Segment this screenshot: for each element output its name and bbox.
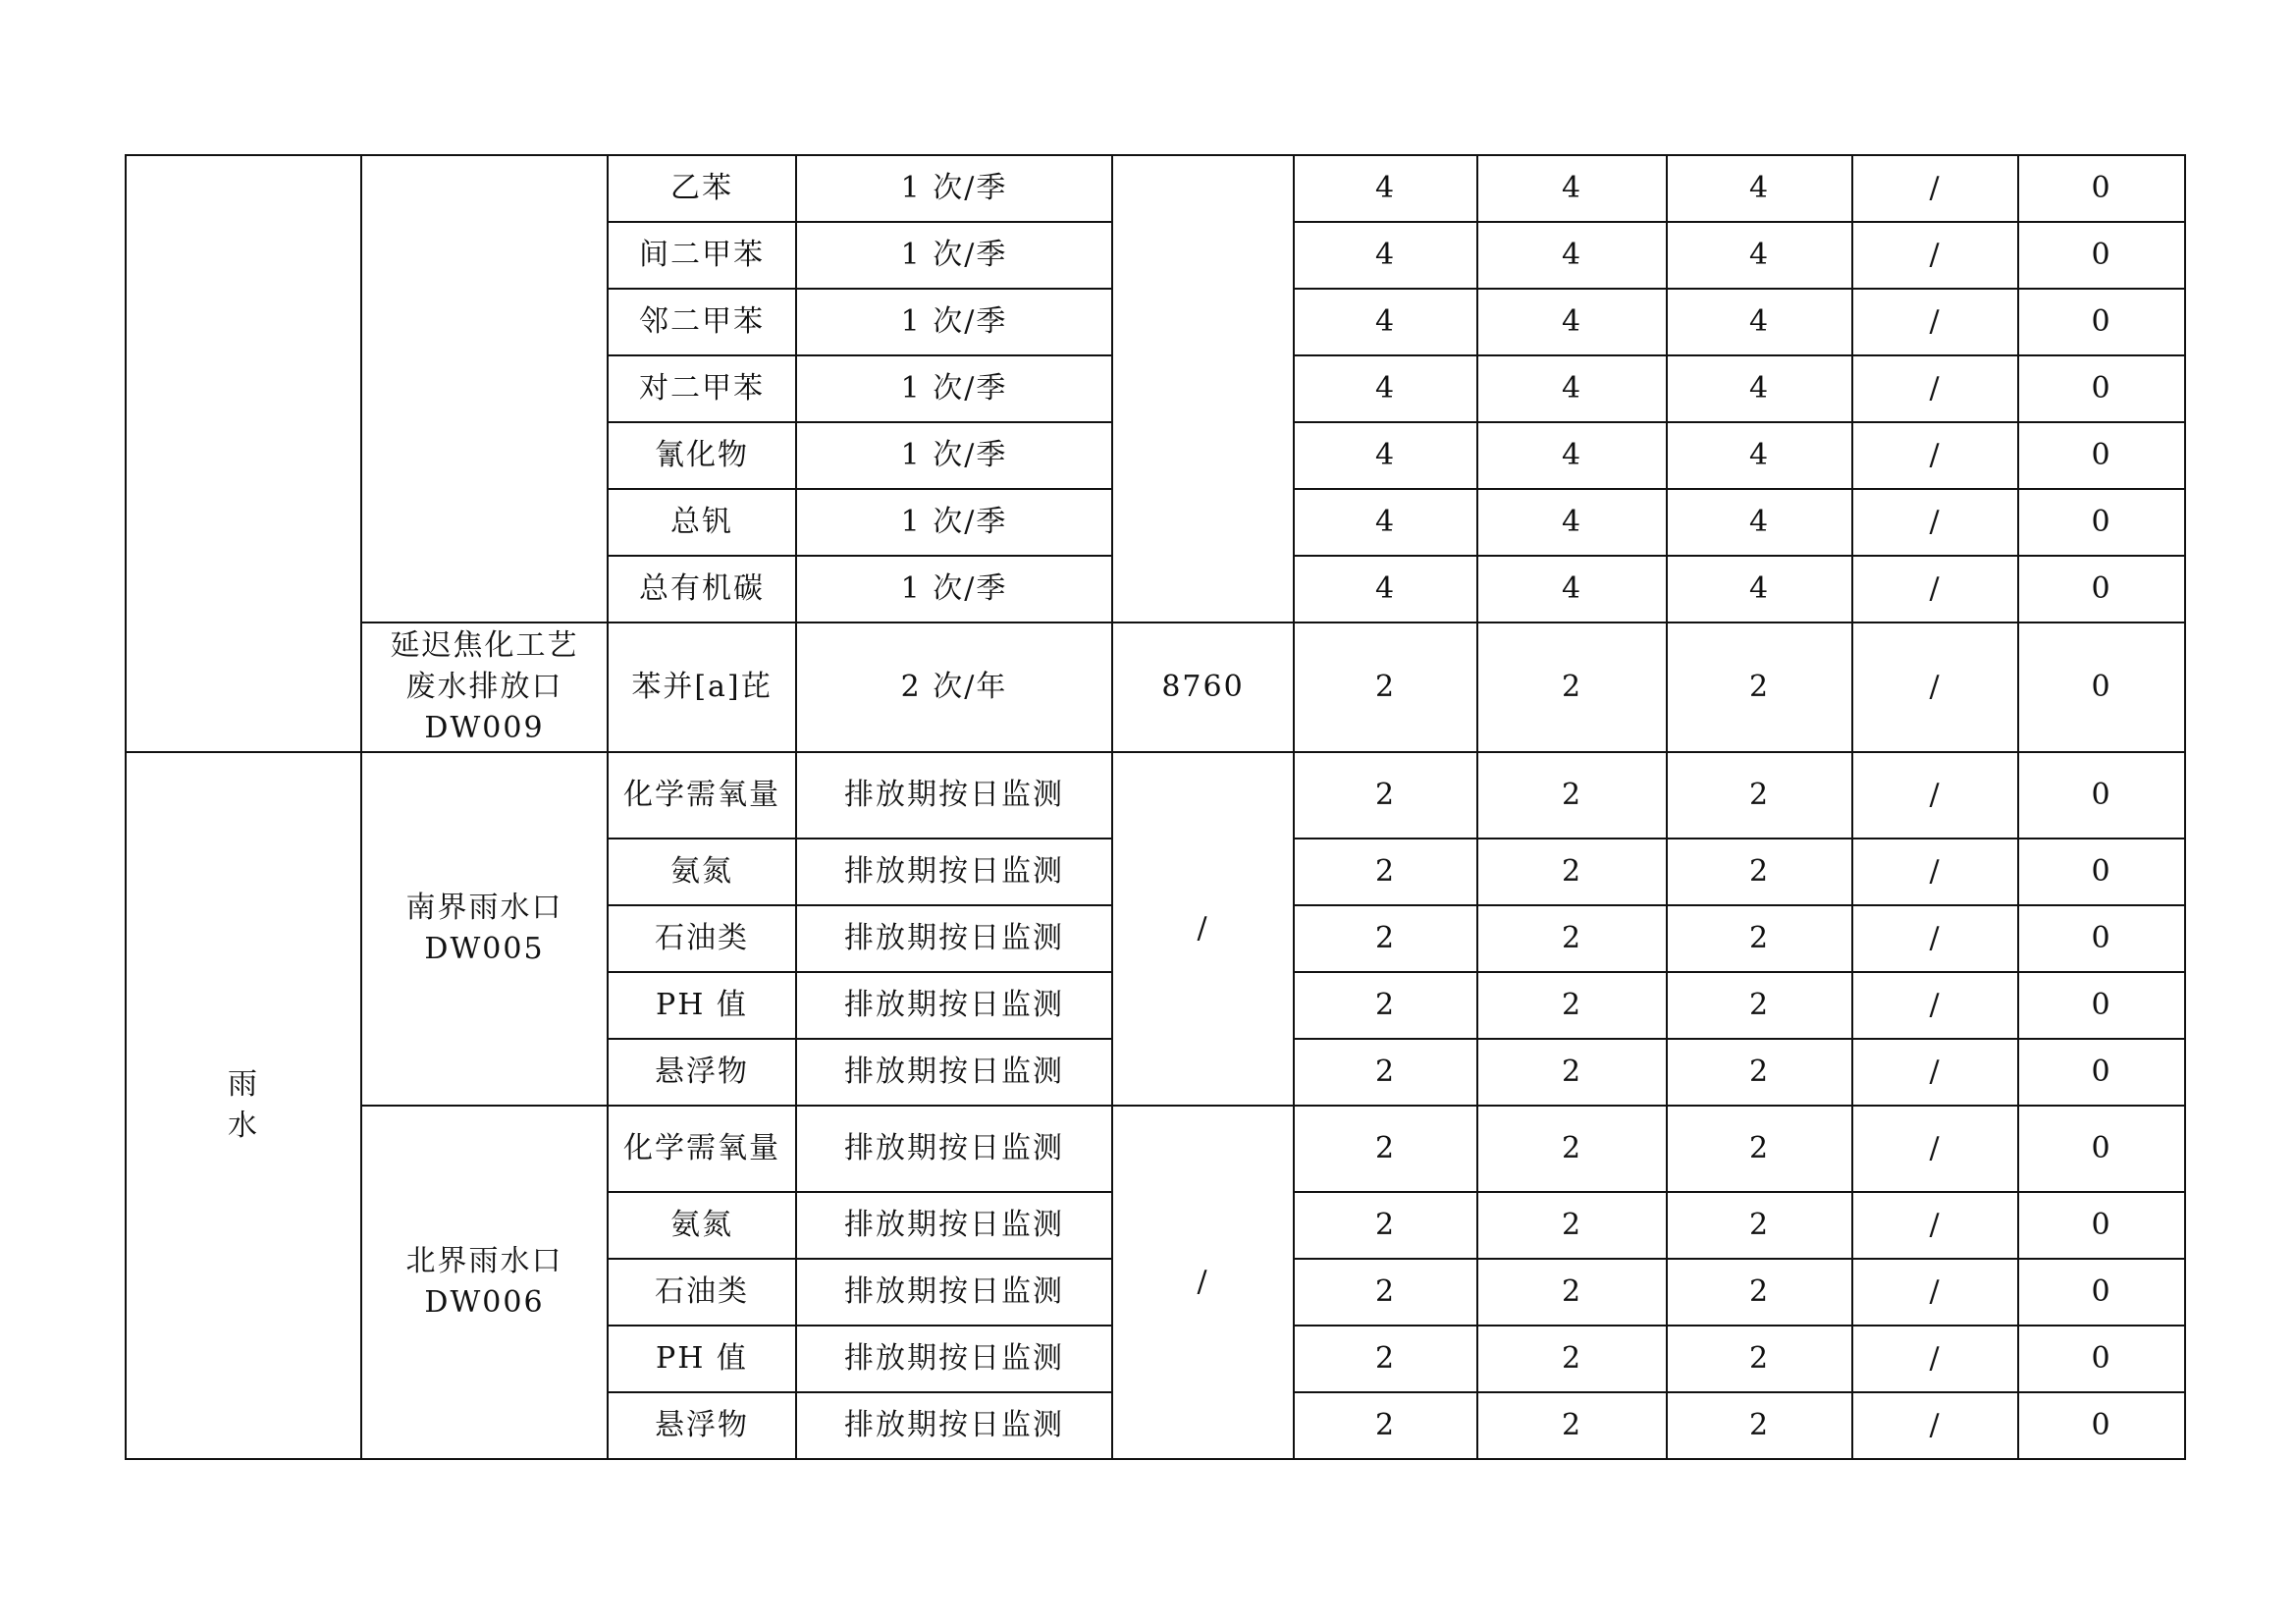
value-cell: 0 (2018, 422, 2185, 489)
frequency-cell: 1 次/季 (796, 222, 1112, 289)
value-cell: 2 (1477, 752, 1667, 839)
value-cell: 2 (1294, 839, 1477, 905)
pollutant-cell: 化学需氧量 (608, 752, 796, 839)
outlet-code: DW005 (424, 932, 545, 966)
outlet-code: DW006 (424, 1285, 545, 1320)
category-cell-empty (126, 155, 361, 752)
value-cell: 2 (1477, 972, 1667, 1039)
value-cell: 4 (1477, 422, 1667, 489)
value-cell: / (1852, 289, 2018, 355)
frequency-cell: 1 次/季 (796, 422, 1112, 489)
value-cell: / (1852, 1392, 2018, 1459)
value-cell: / (1852, 1039, 2018, 1106)
value-cell: 2 (1477, 1392, 1667, 1459)
value-cell: 0 (2018, 972, 2185, 1039)
value-cell: 4 (1477, 289, 1667, 355)
pollutant-cell: 悬浮物 (608, 1039, 796, 1106)
value-cell: 2 (1667, 1326, 1852, 1392)
value-cell: 2 (1294, 972, 1477, 1039)
value-cell: 0 (2018, 839, 2185, 905)
hours-cell-empty (1112, 155, 1294, 623)
value-cell: 0 (2018, 1392, 2185, 1459)
pollutant-cell: 总有机碳 (608, 556, 796, 623)
value-cell: 4 (1294, 422, 1477, 489)
value-cell: 2 (1477, 1259, 1667, 1326)
value-cell: 4 (1294, 289, 1477, 355)
hours-cell: 8760 (1112, 623, 1294, 752)
value-cell: 4 (1477, 155, 1667, 222)
outlet-name-line: 废水排放口 (405, 670, 563, 704)
value-cell: 4 (1667, 222, 1852, 289)
pollutant-cell: 对二甲苯 (608, 355, 796, 422)
pollutant-cell: 石油类 (608, 905, 796, 972)
value-cell: 2 (1477, 839, 1667, 905)
value-cell: / (1852, 905, 2018, 972)
category-cell-rain (126, 752, 361, 1459)
value-cell: 2 (1294, 1326, 1477, 1392)
frequency-cell: 排放期按日监测 (796, 1392, 1112, 1459)
frequency-cell: 1 次/季 (796, 155, 1112, 222)
value-cell: 4 (1294, 489, 1477, 556)
pollutant-cell: 氨氮 (608, 839, 796, 905)
table-row (126, 752, 2185, 839)
frequency-cell: 排放期按日监测 (796, 752, 1112, 839)
value-cell: 4 (1667, 355, 1852, 422)
pollutant-cell: 苯并[a]芘 (608, 623, 796, 752)
hours-cell: / (1112, 752, 1294, 1106)
value-cell: 2 (1667, 752, 1852, 839)
value-cell: 0 (2018, 1326, 2185, 1392)
value-cell: 4 (1667, 155, 1852, 222)
value-cell: 4 (1294, 222, 1477, 289)
frequency-cell: 2 次/年 (796, 623, 1112, 752)
value-cell: 0 (2018, 155, 2185, 222)
value-cell: / (1852, 752, 2018, 839)
frequency-cell: 1 次/季 (796, 355, 1112, 422)
value-cell: 2 (1294, 752, 1477, 839)
value-cell: 0 (2018, 1192, 2185, 1259)
value-cell: 2 (1294, 1039, 1477, 1106)
value-cell: / (1852, 355, 2018, 422)
frequency-cell: 1 次/季 (796, 289, 1112, 355)
value-cell: 4 (1667, 556, 1852, 623)
value-cell: 2 (1667, 1039, 1852, 1106)
category-char: 水 (228, 1109, 259, 1143)
pollutant-cell: 间二甲苯 (608, 222, 796, 289)
pollutant-cell: 总钒 (608, 489, 796, 556)
value-cell: 2 (1294, 623, 1477, 752)
value-cell: 4 (1667, 422, 1852, 489)
value-cell: / (1852, 1192, 2018, 1259)
frequency-cell: 排放期按日监测 (796, 1259, 1112, 1326)
frequency-cell: 1 次/季 (796, 489, 1112, 556)
value-cell: 2 (1667, 623, 1852, 752)
outlet-name-line: 南界雨水口 (405, 891, 563, 925)
table-row (126, 623, 2185, 752)
value-cell: / (1852, 972, 2018, 1039)
value-cell: 0 (2018, 355, 2185, 422)
value-cell: 0 (2018, 1259, 2185, 1326)
value-cell: 2 (1667, 1259, 1852, 1326)
value-cell: 2 (1294, 905, 1477, 972)
value-cell: 0 (2018, 289, 2185, 355)
value-cell: 2 (1294, 1106, 1477, 1192)
value-cell: / (1852, 839, 2018, 905)
value-cell: 4 (1294, 355, 1477, 422)
value-cell: 2 (1667, 972, 1852, 1039)
value-cell: 2 (1477, 905, 1667, 972)
value-cell: 2 (1477, 623, 1667, 752)
value-cell: 0 (2018, 222, 2185, 289)
pollutant-cell: 石油类 (608, 1259, 796, 1326)
pollutant-cell: 邻二甲苯 (608, 289, 796, 355)
value-cell: 0 (2018, 623, 2185, 752)
category-char: 雨 (228, 1067, 259, 1102)
value-cell: / (1852, 489, 2018, 556)
value-cell: 2 (1667, 905, 1852, 972)
value-cell: 2 (1477, 1039, 1667, 1106)
value-cell: 4 (1294, 155, 1477, 222)
value-cell: 4 (1477, 556, 1667, 623)
pollutant-cell: PH 值 (608, 972, 796, 1039)
value-cell: 0 (2018, 905, 2185, 972)
value-cell: 2 (1477, 1106, 1667, 1192)
value-cell: / (1852, 155, 2018, 222)
value-cell: / (1852, 556, 2018, 623)
outlet-name-line: 北界雨水口 (405, 1244, 563, 1278)
value-cell: 2 (1667, 1392, 1852, 1459)
table-row (126, 1106, 2185, 1192)
value-cell: 2 (1294, 1392, 1477, 1459)
value-cell: / (1852, 422, 2018, 489)
frequency-cell: 排放期按日监测 (796, 1039, 1112, 1106)
outlet-name-line: 延迟焦化工艺 (390, 628, 579, 663)
value-cell: 2 (1294, 1259, 1477, 1326)
frequency-cell: 排放期按日监测 (796, 1106, 1112, 1192)
value-cell: 2 (1477, 1192, 1667, 1259)
value-cell: / (1852, 1326, 2018, 1392)
value-cell: 0 (2018, 1039, 2185, 1106)
pollutant-cell: 氰化物 (608, 422, 796, 489)
value-cell: 4 (1667, 489, 1852, 556)
value-cell: / (1852, 623, 2018, 752)
value-cell: 2 (1477, 1326, 1667, 1392)
value-cell: 2 (1667, 1106, 1852, 1192)
value-cell: 4 (1294, 556, 1477, 623)
frequency-cell: 排放期按日监测 (796, 1192, 1112, 1259)
value-cell: 4 (1477, 222, 1667, 289)
outlet-name-cell (361, 1106, 608, 1459)
value-cell: 4 (1477, 355, 1667, 422)
frequency-cell: 1 次/季 (796, 556, 1112, 623)
value-cell: 0 (2018, 1106, 2185, 1192)
value-cell: 2 (1667, 839, 1852, 905)
pollutant-cell: 乙苯 (608, 155, 796, 222)
pollutant-cell: 化学需氧量 (608, 1106, 796, 1192)
value-cell: 4 (1477, 489, 1667, 556)
frequency-cell: 排放期按日监测 (796, 905, 1112, 972)
table-row (126, 155, 2185, 222)
pollutant-cell: 悬浮物 (608, 1392, 796, 1459)
value-cell: / (1852, 1259, 2018, 1326)
value-cell: 0 (2018, 489, 2185, 556)
outlet-code: DW009 (424, 711, 545, 745)
frequency-cell: 排放期按日监测 (796, 839, 1112, 905)
value-cell: 4 (1667, 289, 1852, 355)
outlet-cell-empty (361, 155, 608, 623)
outlet-name-cell (361, 623, 608, 752)
value-cell: 0 (2018, 752, 2185, 839)
frequency-cell: 排放期按日监测 (796, 972, 1112, 1039)
value-cell: 0 (2018, 556, 2185, 623)
value-cell: 2 (1294, 1192, 1477, 1259)
value-cell: / (1852, 222, 2018, 289)
monitoring-table (125, 154, 2186, 1460)
value-cell: / (1852, 1106, 2018, 1192)
value-cell: 2 (1667, 1192, 1852, 1259)
pollutant-cell: PH 值 (608, 1326, 796, 1392)
pollutant-cell: 氨氮 (608, 1192, 796, 1259)
hours-cell: / (1112, 1106, 1294, 1459)
outlet-name-cell (361, 752, 608, 1106)
frequency-cell: 排放期按日监测 (796, 1326, 1112, 1392)
